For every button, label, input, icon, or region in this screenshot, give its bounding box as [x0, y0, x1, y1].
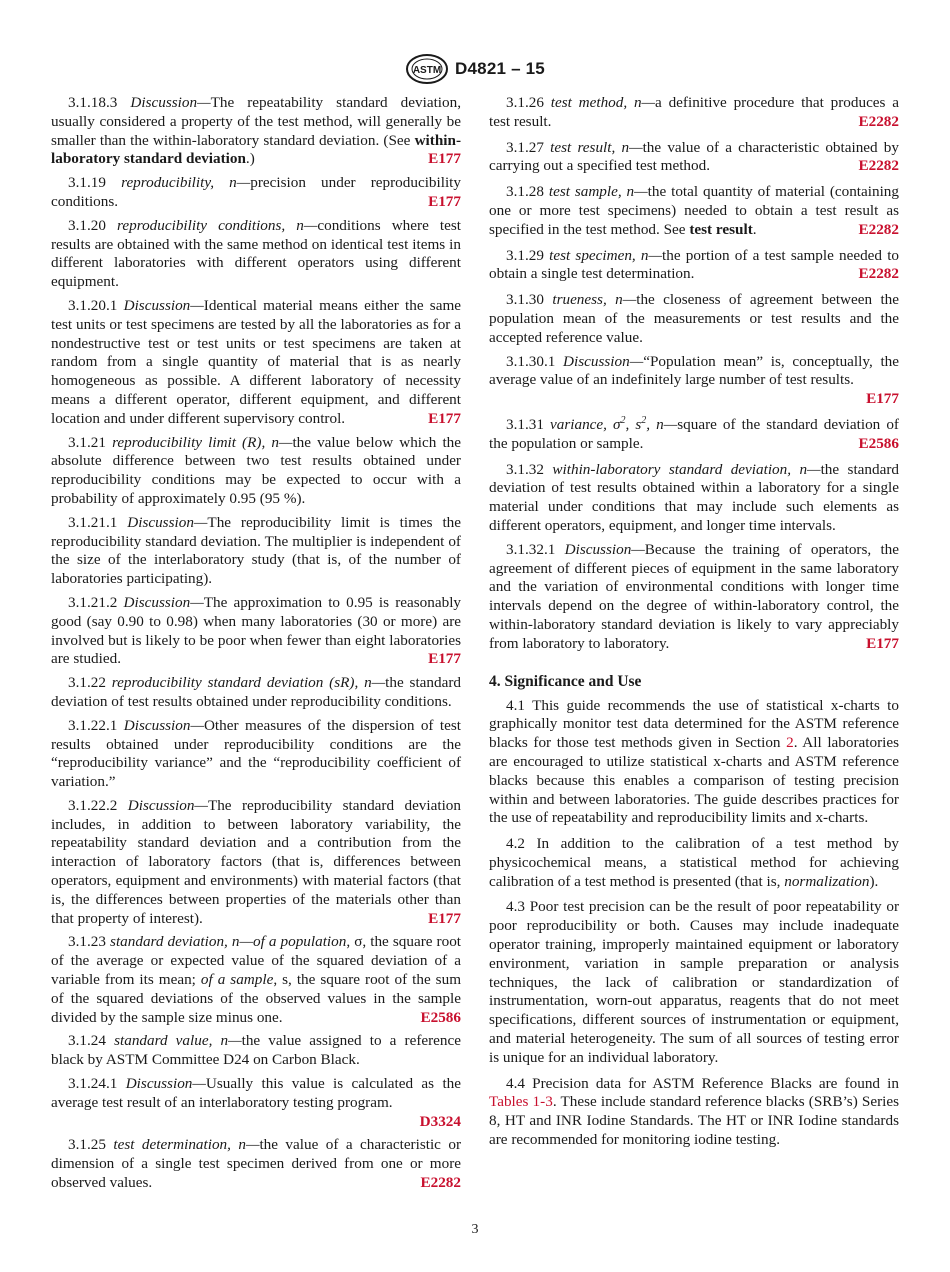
clause-3-1-31: 3.1.31 variance, $\sigma^2$, $s^2$, n—square of the standard deviation of the population or sample. E2586 [489, 414, 899, 452]
right-column [489, 94, 899, 1157]
reference-link[interactable]: E177 [428, 150, 461, 168]
clause-3-1-18-3: 3.1.18.3 Discussion—The repeatability standard deviation, usually considered a property of the test method, will generally be smaller than the within-laboratory standard deviation. (See within-laboratory standard deviation.) E177 [51, 94, 462, 168]
clause-3-1-24-1: 3.1.24.1 Discussion—Usually this value is calculated as the average test result of an interlaboratory testing program. D3324 [51, 1075, 461, 1130]
clause-3-1-21: 3.1.21 reproducibility limit (R), n—the value below which the absolute difference between two test results obtained under reproducibility conditions may be expected to occur with a probability of approximately 0.95 (95 %). [51, 433, 462, 507]
clause-3-1-27: 3.1.27 test result, n—the value of a characteristic obtained by carrying out a specified test method. E2282 [489, 138, 899, 175]
section-link[interactable]: 2 [786, 734, 794, 752]
left-column [51, 94, 461, 1198]
clause-3-1-32-1: 3.1.32.1 Discussion—Because the training of operators, the agreement of different pieces of equipment in the same laboratory and the variation of environmental conditions with longer time intervals depend on the degree of within-laboratory control, the within-laboratory standard deviation is likely to vary appreciably from laboratory to laboratory. E177 [489, 540, 900, 652]
clause-3-1-20: 3.1.20 reproducibility conditions, n—conditions where test results are obtained with the same method on identical test items in different laboratories with different operators using different equipment. [51, 216, 461, 291]
page-number: 3 [471, 1222, 479, 1237]
clause-3-1-22: 3.1.22 reproducibility standard deviation (sR), n—the standard deviation of test results obtained under reproducibility conditions. [51, 674, 461, 710]
tables-link[interactable]: Tables 1-3 [489, 1093, 553, 1111]
reference-link[interactable]: E177 [428, 192, 461, 210]
clause-3-1-22-2: 3.1.22.2 Discussion—The reproducibility standard deviation includes, in addition to between laboratory variability, the repeatability standard deviation and a contribution from the interaction of laboratory factors (that is, differences between operators, equipment and environments) with material factors (that is, the differences between properties of the materials other than that property of interest). E177 [51, 796, 461, 927]
clause-3-1-21-1: 3.1.21.1 Discussion—The reproducibility limit is times the reproducibility standard deviation. The multiplier is independent of the size of the interlaboratory study (that is, of the number of laboratories participating). [51, 513, 461, 588]
astm-logo-icon [405, 53, 449, 85]
clause-3-1-20-1: 3.1.20.1 Discussion—Identical material means either the same test units or test specimens are tested by all the laboratories as for a nondestructive test or test units or test specimens are taken at random from a single quantity of material that is as nearly homogeneous as possible. A different laboratory of necessity means a different operator, different equipment, and different location and under different supervisory control. E177 [51, 296, 462, 427]
clause-3-1-23: 3.1.23 standard deviation, n—of a population, σ, the square root of the average or expected value of the squared deviation of a variable from its mean; of a sample, s, the square root of the sum of the squared deviations of the observed values in the sample divided by the sample size minus one. E2586 [51, 933, 462, 1026]
clause-3-1-25: 3.1.25 test determination, n—the value of a characteristic or dimension of a single test specimen derived from one or more observed values. E2282 [51, 1136, 462, 1192]
clause-4-1: 4.1 This guide recommends the use of statistical x-charts to graphically monitor test data determined for the ASTM reference blacks for those test methods given in Section 2. All laboratories are encouraged to utilize statistical x-charts and ASTM reference blacks because this enables a comparison of testing precision within and between laboratories. The guide describes practices for the use of repeatability and reproducibility limits and x-charts. [489, 696, 900, 827]
clause-3-1-22-1: 3.1.22.1 Discussion—Other measures of the dispersion of test results obtained under reproducibility conditions are the “reproducibility variance” and the “reproducibility coefficient of variation.” [51, 716, 462, 791]
clause-3-1-30: 3.1.30 trueness, n—the closeness of agreement between the population mean of the measurements or test results and the accepted reference value. [489, 291, 900, 346]
clause-3-1-19: 3.1.19 reproducibility, n—precision under reproducibility conditions. E177 [51, 174, 461, 210]
reference-link[interactable]: E177 [428, 409, 461, 427]
reference-link[interactable]: E2586 [420, 1008, 461, 1026]
clause-3-1-24: 3.1.24 standard value, n—the value assigned to a reference black by ASTM Committee D24 on Carbon Black. [51, 1032, 462, 1069]
reference-link[interactable]: D3324 [419, 1112, 461, 1130]
clause-3-1-28: 3.1.28 test sample, n—the total quantity of material (containing one or more test specimens) needed to obtain a test result as specified in the test method. See test result. E2282 [489, 183, 899, 238]
page-header [0, 52, 950, 86]
clause-3-1-32: 3.1.32 within-laboratory standard deviation, n—the standard deviation of test results obtained within a laboratory for a single material under conditions that may include such elements as different operators, equipment, and longer time intervals. [489, 460, 899, 534]
reference-link[interactable]: E2282 [420, 1174, 461, 1192]
logo-text: ASTM [412, 65, 442, 76]
reference-link[interactable]: E2282 [858, 112, 899, 130]
section-heading: 4. Significance and Use [489, 672, 642, 690]
reference-link[interactable]: E177 [428, 650, 461, 668]
clause-4-4: 4.4 Precision data for ASTM Reference Blacks are found in Tables 1-3. These include standard reference blacks (SRB’s) Series 8, HT and INR Iodine Standards. The HT or INR Iodine standards are recommended for monitoring iodine testing. [489, 1074, 900, 1149]
reference-link[interactable]: E177 [866, 390, 899, 408]
clause-3-1-26: 3.1.26 test method, n—a definitive procedure that produces a test result. E2282 [489, 94, 899, 130]
clause-4-2: 4.2 In addition to the calibration of a test method by physicochemical means, a statistical method for achieving calibration of a test method is presented (that is, normalization). [489, 835, 900, 890]
clause-4-3: 4.3 Poor test precision can be the result of poor repeatability or poor reproducibility or both. Causes may include inadequate operator training, improperly maintained equipment or laboratory environment, variation in sample preparation or analysis techniques, the lack of calibration or standardization of instrumentation, worn-out apparatus, reagents that do not meet specifications, different sources of instrumentation or equipment, and material heterogeneity. The sum of all sources of testing error is unique for an individual laboratory. [489, 898, 900, 1066]
reference-link[interactable]: E177 [866, 634, 899, 652]
reference-link[interactable]: E177 [428, 909, 461, 927]
reference-link[interactable]: E2282 [858, 220, 899, 238]
reference-link[interactable]: E2282 [858, 265, 899, 283]
reference-link[interactable]: E2282 [858, 157, 899, 175]
clause-3-1-21-2: 3.1.21.2 Discussion—The approximation to 0.95 is reasonably good (say 0.90 to 0.98) when many laboratories (30 or more) are involved but is likely to be poor when fewer than eight laboratories are studied. E177 [51, 593, 462, 668]
document-designation: D4821 – 15 [455, 59, 545, 78]
clause-3-1-30-1: 3.1.30.1 Discussion—“Population mean” is, conceptually, the average value of an indefinitely large number of test results. E177 [489, 352, 899, 408]
reference-link[interactable]: E2586 [858, 434, 899, 452]
clause-3-1-29: 3.1.29 test specimen, n—the portion of a test sample needed to obtain a single test determination. E2282 [489, 246, 900, 283]
